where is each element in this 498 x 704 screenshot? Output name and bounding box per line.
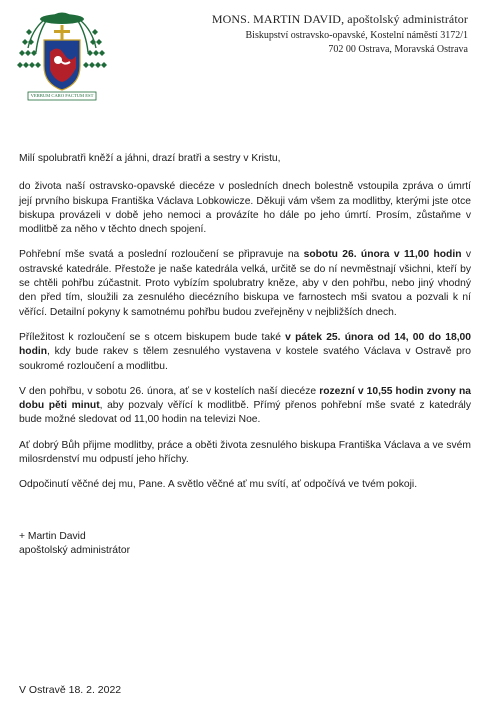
sender-name: MONS. MARTIN DAVID, apoštolský administrátor <box>211 12 468 26</box>
letter-date: V Ostravě 18. 2. 2022 <box>19 684 122 696</box>
bells-highlight: rozezní v 10,55 hodin zvony na dobu pěti minut <box>19 385 471 412</box>
letterhead <box>212 12 468 57</box>
letter-body <box>19 152 471 504</box>
farewell-date-highlight: v pátek 25. února od 14, 00 do 18,00 hodin <box>19 331 472 358</box>
paragraph-death-announcement: do života naší ostravsko-opavské diecéze v posledních dnech bolestně vstoupila zpráva o úmrtí její prvního biskupa Františka Václava Lobkowicze. Děkuji vám všem za modlitby, kterými jste otce biskupa provázeli v době jeho nemoci a provázíte ho dále po jeho úmrtí. Prosím, zůstaňme v modlitbě za něho v těchto dnech spojení. <box>19 181 471 236</box>
paragraph-prayer: Ať dobrý Bůh přijme modlitby, práce a oběti života zesnulého biskupa Františka Václava a ve svém milosrdenství mu odpustí jeho hříchy. <box>19 439 471 466</box>
paragraph-eternal-rest: Odpočinutí věčné dej mu, Pane. A světlo věčné ať mu svítí, ať odpočívá ve tvém pokoji. <box>19 479 418 491</box>
episcopal-coat-of-arms <box>14 8 110 104</box>
paragraph-bells: V den pohřbu, v sobotu 26. února, ať se v kostelích naší diecéze rozezní v 10,55 hodin zvony na dobu pěti minut, aby pozvaly věřící k modlitbě. Přímý přenos pohřební mše svaté z katedrály bude možné sledovat od 11,00 hodin na televizi Noe. <box>19 385 471 426</box>
signature-title: apoštolský administrátor <box>19 545 131 557</box>
funeral-date-highlight: sobotu 26. února v 11,00 hodin <box>303 249 462 261</box>
sender-address-line1: Biskupství ostravsko-opavské, Kostelní náměstí 3172/1 <box>245 30 468 41</box>
paragraph-funeral-mass: Pohřební mše svatá a poslední rozloučení se připravuje na sobotu 26. února v 11,00 hodin v ostravské katedrále. Přestože je naše katedrála velká, určitě se do ní nevměstnají všichni, kteří by se chtěli pohřbu zúčastnit. Proto vybízím spolubratry kněze, aby v den pohřbu, nebo jiný vhodný den před tím, sloužili za zesnulého diecézního biskupa ve farnostech mši svatou a pozvali k ní věřící. Detailní pokyny k samotnému pohřbu budou zveřejněny v nejbližších dnech. <box>19 249 472 318</box>
crest-motto: VERBUM CARO FACTUM EST <box>30 93 94 98</box>
sender-address-line2: 702 00 Ostrava, Moravská Ostrava <box>328 44 468 55</box>
signature-block <box>19 530 130 559</box>
signature-name: + Martin David <box>19 531 86 542</box>
paragraph-farewell: Příležitost k rozloučení se s otcem biskupem bude také v pátek 25. února od 14, 00 do 18,00 hodin, kdy bude rakev s tělem zesnulého vystavena v kostele svatého Václava v Ostravě pro soukromé rozloučení a modlitbu. <box>19 331 472 372</box>
salutation: Milí spolubratři kněží a jáhni, drazí bratři a sestry v Kristu, <box>19 153 281 164</box>
